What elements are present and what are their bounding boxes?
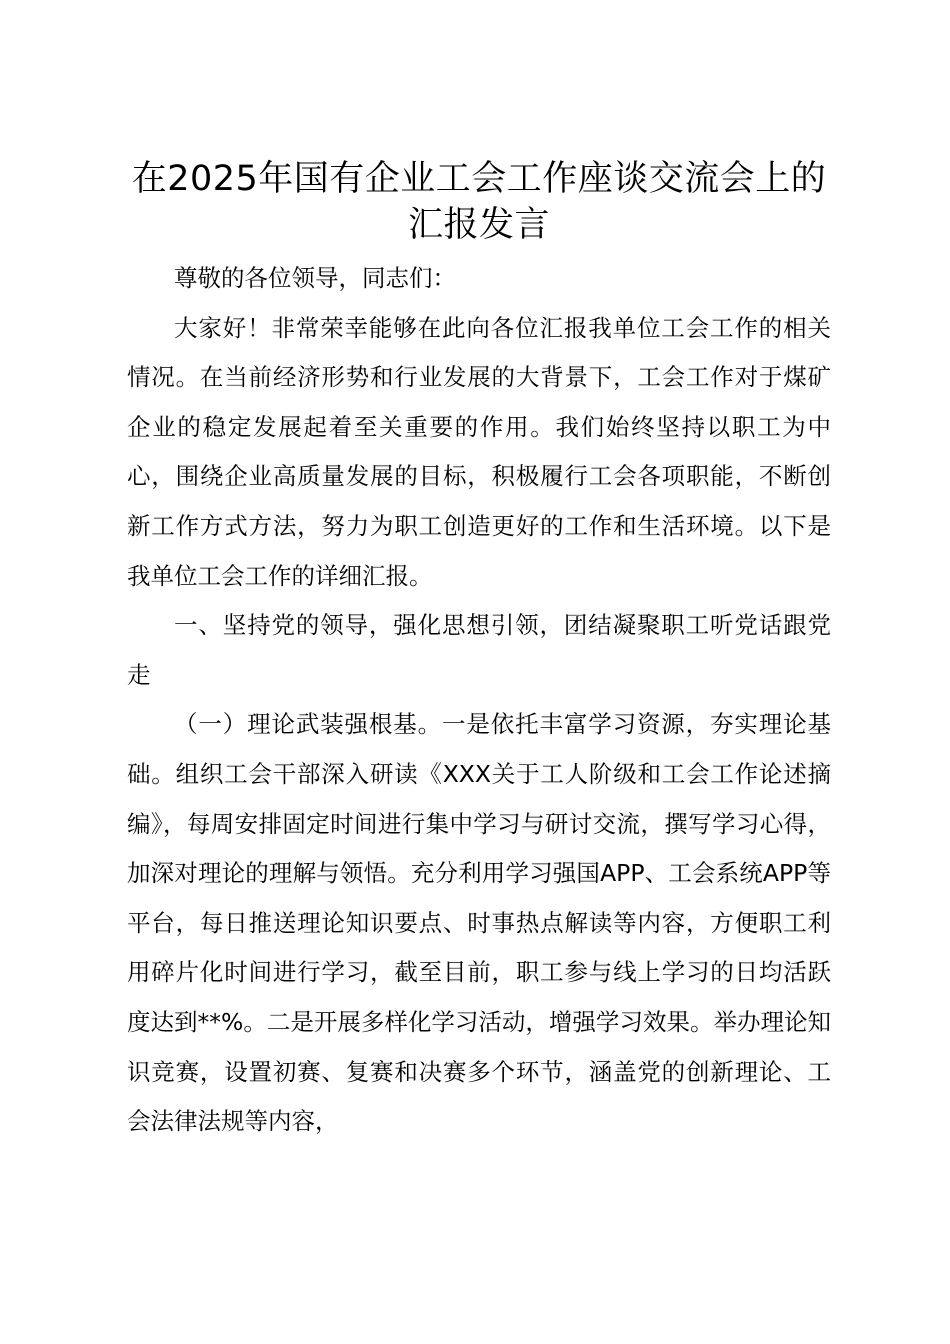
paragraph-opening: 大家好！非常荣幸能够在此向各位汇报我单位工会工作的相关情况。在当前经济形势和行业发展的大背景下，工会工作对于煤矿企业的稳定发展起着至关重要的作用。我们始终坚持以职工为中心，围绕企业高质量发展的目标，积极履行工会各项职能，不断创新工作方式方法，努力为职工创造更好的工作和生活环境。以下是我单位工会工作的详细汇报。 — [127, 313, 831, 590]
salutation: 尊敬的各位领导，同志们： — [174, 264, 456, 292]
title-line-1: 在2025年国有企业工会工作座谈交流会上的 — [131, 159, 827, 199]
title-line-2: 汇报发言 — [407, 205, 550, 245]
document-title — [127, 156, 831, 248]
section-heading-1: 一、坚持党的领导，强化思想引领，团结凝聚职工听党话跟党走 — [127, 611, 831, 689]
document-page — [127, 156, 831, 1147]
paragraph-theory: （一）理论武装强根基。一是依托丰富学习资源，夯实理论基础。组织工会干部深入研读《XXX关于工人阶级和工会工作论述摘编》，每周安排固定时间进行集中学习与研讨交流，撰写学习心得，加深对理论的理解与领悟。充分利用学习强国APP、工会系统APP等平台，每日推送理论知识要点、时事热点解读等内容，方便职工利用碎片化时间进行学习，截至目前，职工参与线上学习的日均活跃度达到**%。二是开展多样化学习活动，增强学习效果。举办理论知识竞赛，设置初赛、复赛和决赛多个环节，涵盖党的创新理论、工会法律法规等内容， — [127, 710, 831, 1136]
